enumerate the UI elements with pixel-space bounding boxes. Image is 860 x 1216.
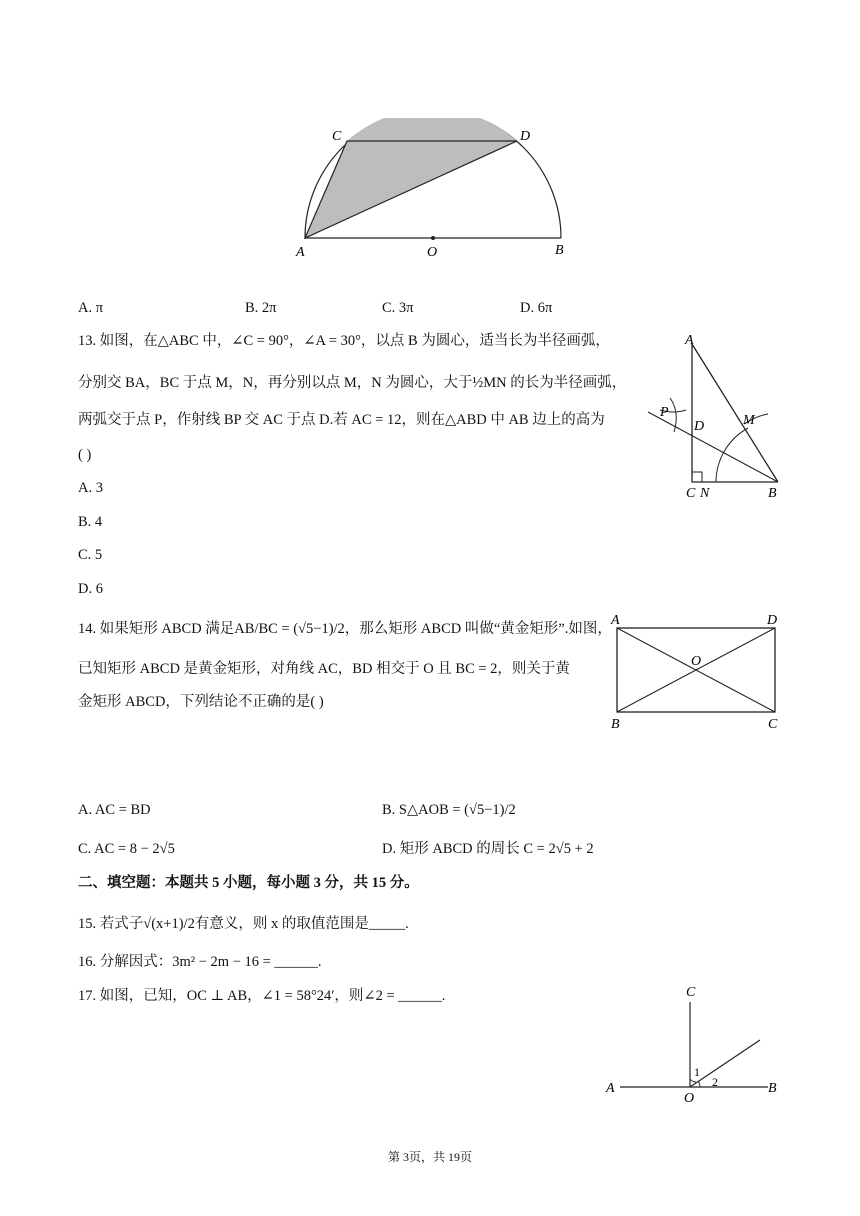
figure-triangle-abc xyxy=(640,330,790,505)
label-O: O xyxy=(427,245,438,260)
label-A: A xyxy=(611,613,620,628)
q13-option-c: C. 5 xyxy=(78,547,103,563)
label-C: C xyxy=(686,985,696,1000)
label-C: C xyxy=(768,717,778,732)
q15-text: 15. 若式子√(x+1)/2有意义，则 x 的取值范围是_____. xyxy=(78,916,409,932)
q14-option-c: C. AC = 8 − 2√5 xyxy=(78,841,175,857)
label-O: O xyxy=(691,654,702,669)
q12-option-b: B. 2π xyxy=(245,300,277,316)
q13-line-3: 两弧交于点 P，作射线 BP 交 AC 于点 D.若 AC = 12，则在△ABD 中 AB 边上的高为 xyxy=(78,412,605,428)
angle-2-label: 2 xyxy=(712,1075,718,1089)
q14-option-b: B. S△AOB = (√5−1)/2 xyxy=(382,802,516,818)
label-B: B xyxy=(768,486,777,501)
q14-line-3: 金矩形 ABCD，下列结论不正确的是( ) xyxy=(78,694,324,710)
label-C: C xyxy=(686,486,696,501)
label-B: B xyxy=(555,243,564,258)
figure-perpendicular-lines xyxy=(600,980,790,1105)
q14-option-a: A. AC = BD xyxy=(78,802,151,818)
q12-option-a: A. π xyxy=(78,300,104,316)
figure-golden-rectangle xyxy=(605,610,785,735)
q14-line-2: 已知矩形 ABCD 是黄金矩形，对角线 AC，BD 相交于 O 且 BC = 2，则关于黄 xyxy=(78,661,570,677)
q13-line-2: 分别交 BA，BC 于点 M，N，再分别以点 M，N 为圆心，大于½MN 的长为半径画弧， xyxy=(78,375,627,391)
q13-line-1: 13. 如图，在△ABC 中，∠C = 90°，∠A = 30°，以点 B 为圆心，适当长为半径画弧， xyxy=(78,333,610,349)
section-2-title: 二、填空题：本题共 5 小题，每小题 3 分，共 15 分。 xyxy=(78,875,419,891)
label-N: N xyxy=(700,486,710,501)
q13-line-4: ( ) xyxy=(78,447,92,463)
label-B: B xyxy=(611,717,620,732)
q12-option-d: D. 6π xyxy=(520,300,553,316)
q16-text: 16. 分解因式：3m² − 2m − 16 = ______. xyxy=(78,954,322,970)
label-D: D xyxy=(520,129,531,144)
q13-option-d: D. 6 xyxy=(78,581,103,597)
label-C: C xyxy=(332,129,342,144)
label-P: P xyxy=(660,405,669,420)
q12-option-c: C. 3π xyxy=(382,300,414,316)
figure-semicircle xyxy=(290,118,580,268)
label-M: M xyxy=(743,413,755,428)
label-B: B xyxy=(768,1081,777,1096)
label-D: D xyxy=(767,613,778,628)
label-A: A xyxy=(296,245,305,260)
q14-option-d: D. 矩形 ABCD 的周长 C = 2√5 + 2 xyxy=(382,841,594,857)
angle-1-label: 1 xyxy=(694,1065,700,1079)
q13-option-a: A. 3 xyxy=(78,480,103,496)
q14-line-1: 14. 如果矩形 ABCD 满足AB/BC = (√5−1)/2，那么矩形 ABCD 叫做“黄金矩形”.如图， xyxy=(78,621,612,637)
q17-text: 17. 如图，已知，OC ⊥ AB，∠1 = 58°24′，则∠2 = ______. xyxy=(78,988,446,1004)
label-A: A xyxy=(606,1081,615,1096)
label-D: D xyxy=(694,419,705,434)
label-A: A xyxy=(685,333,694,348)
label-O: O xyxy=(684,1091,695,1105)
q13-option-b: B. 4 xyxy=(78,514,103,530)
page-footer: 第 3页，共 19页 xyxy=(387,1150,472,1164)
